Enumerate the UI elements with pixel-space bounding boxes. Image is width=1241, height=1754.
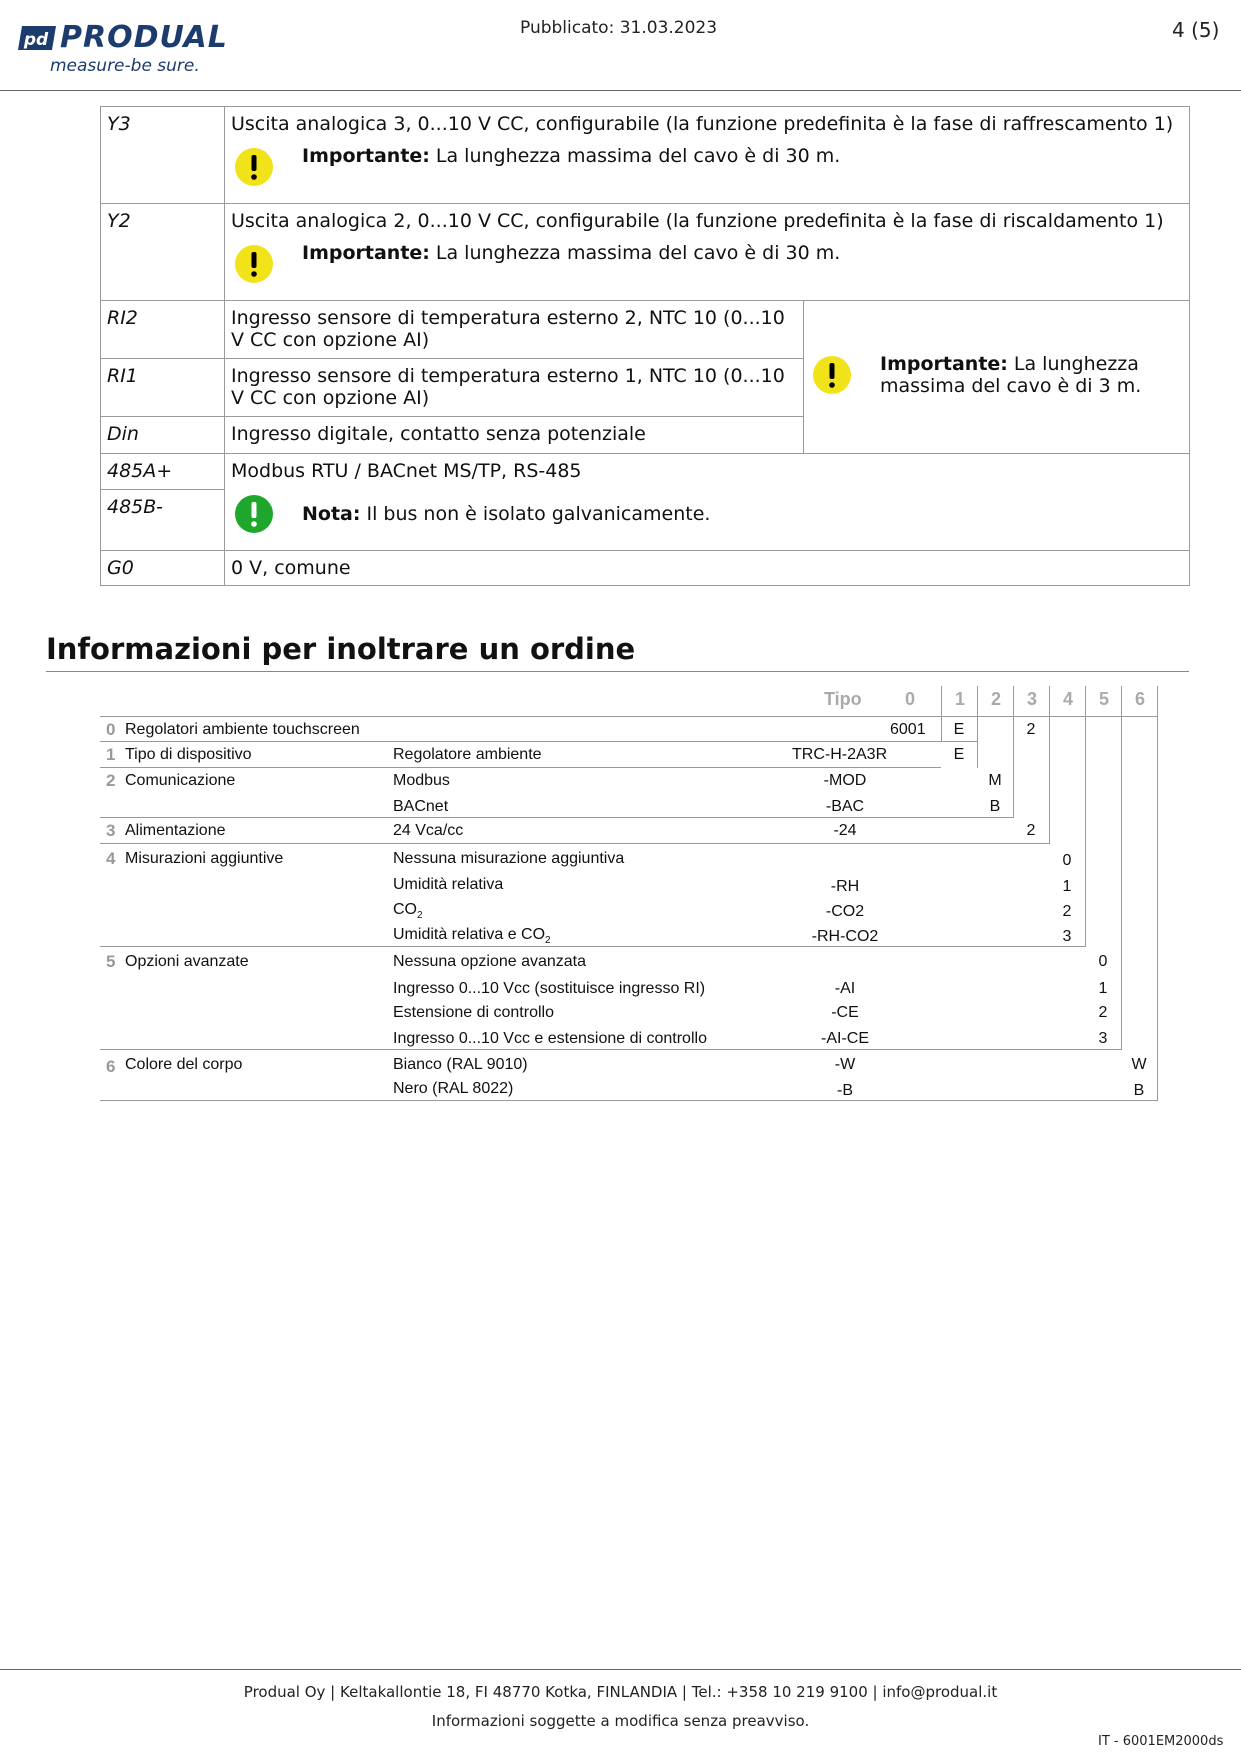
row-number: 4 xyxy=(106,849,116,868)
col-header: 0 xyxy=(904,689,915,709)
terminal-label: Y3 xyxy=(100,106,225,204)
code-value: 2 xyxy=(1026,822,1036,839)
warning-note: Importante: La lunghezza massima del cavo è di 30 m. xyxy=(302,145,841,167)
code-value: W xyxy=(1131,1056,1147,1073)
option-code: -AI-CE xyxy=(821,1030,869,1047)
warning-icon xyxy=(235,148,273,186)
note-icon xyxy=(235,495,273,533)
terminal-label: Din xyxy=(100,416,225,454)
heading-underline xyxy=(46,671,1189,672)
col-header: 4 xyxy=(1062,689,1073,709)
option-name: Estensione di controllo xyxy=(393,1004,554,1021)
row-number: 5 xyxy=(106,952,116,971)
brand-name: PRODUAL xyxy=(60,20,228,55)
terminal-description: Ingresso sensore di temperatura esterno 2, NTC 10 (0...10 V CC con opzione AI) xyxy=(224,300,804,359)
terminal-label: 485A+ xyxy=(100,453,225,490)
terminal-label: Y2 xyxy=(100,203,225,301)
code-value: E xyxy=(953,746,965,763)
option-name: BACnet xyxy=(393,798,449,815)
header-divider xyxy=(0,90,1241,91)
info-note: Nota: Il bus non è isolato galvanicamente. xyxy=(302,503,711,525)
column-rule xyxy=(1157,686,1158,1101)
brand-tagline: measure-be sure. xyxy=(50,56,200,76)
type-code: 6001 xyxy=(890,721,926,738)
terminal-label: RI1 xyxy=(100,358,225,417)
page-number: 4 (5) xyxy=(1172,18,1220,42)
option-code: TRC-H-2A3R xyxy=(792,746,888,763)
terminal-description: 0 V, comune xyxy=(224,550,1190,586)
option-name: Ingresso 0...10 Vcc (sostituisce ingresso RI) xyxy=(393,980,706,997)
column-rule xyxy=(941,686,942,742)
company-contact: Produal Oy | Keltakallontie 18, FI 48770 Kotka, FINLANDIA | Tel.: +358 10 219 9100 | info@produal.it xyxy=(243,1683,998,1701)
option-code: -CO2 xyxy=(825,903,865,920)
disclaimer: Informazioni soggette a modifica senza preavviso. xyxy=(431,1712,810,1730)
row-label: Misurazioni aggiuntive xyxy=(125,850,284,867)
option-name: Bianco (RAL 9010) xyxy=(393,1056,528,1073)
document-code: IT - 6001EM2000ds xyxy=(1098,1734,1224,1749)
code-value: 3 xyxy=(1098,1030,1108,1047)
terminal-description-text: Modbus RTU / BACnet MS/TP, RS-485 xyxy=(231,460,582,482)
option-name: Modbus xyxy=(393,772,450,789)
code-value: B xyxy=(1133,1082,1145,1099)
col-header: 6 xyxy=(1134,689,1145,709)
row-number: 0 xyxy=(106,720,116,739)
option-name: Regolatore ambiente xyxy=(393,746,542,763)
column-rule xyxy=(1049,686,1050,844)
option-name: 24 Vca/cc xyxy=(393,822,464,839)
option-code: -AI xyxy=(834,980,856,997)
option-name: Ingresso 0...10 Vcc e estensione di controllo xyxy=(393,1030,707,1047)
code-value: M xyxy=(988,772,1002,789)
option-code: -24 xyxy=(833,822,857,839)
svg-text:pd: pd xyxy=(23,29,49,50)
code-value: 2 xyxy=(1026,721,1036,738)
option-name: Umidità relativa xyxy=(393,876,504,893)
terminal-label: 485B- xyxy=(100,489,225,551)
col-header: 3 xyxy=(1026,689,1037,709)
warning-icon xyxy=(235,245,273,283)
column-rule xyxy=(1085,686,1086,947)
warning-icon xyxy=(813,356,851,394)
table-rule xyxy=(100,1049,1121,1050)
row-number: 1 xyxy=(106,745,116,764)
row-label: Comunicazione xyxy=(125,772,236,789)
code-value: 3 xyxy=(1062,928,1072,945)
table-rule xyxy=(100,767,941,768)
table-rule xyxy=(100,946,1085,947)
row-label: Opzioni avanzate xyxy=(125,953,249,970)
terminal-label: RI2 xyxy=(100,300,225,359)
row-label: Regolatori ambiente touchscreen xyxy=(125,721,360,738)
option-code: -MOD xyxy=(823,772,867,789)
table-rule xyxy=(100,1100,1157,1101)
terminal-description-text: Uscita analogica 3, 0...10 V CC, configurabile (la funzione predefinita è la fase di raffrescamento 1) xyxy=(231,113,1174,135)
section-heading: Informazioni per inoltrare un ordine xyxy=(46,632,636,666)
row-label: Alimentazione xyxy=(125,822,226,839)
published-date: Pubblicato: 31.03.2023 xyxy=(520,18,718,38)
row-number: 2 xyxy=(106,771,116,790)
table-rule xyxy=(100,716,1157,717)
option-name: Nessuna opzione avanzata xyxy=(393,953,587,970)
column-rule xyxy=(1013,686,1014,818)
row-number: 6 xyxy=(106,1057,116,1076)
terminal-description: Ingresso digitale, contatto senza potenziale xyxy=(224,416,804,454)
tipo-header: Tipo xyxy=(824,689,862,709)
table-rule xyxy=(100,817,1013,818)
warning-note: Importante: La lunghezza massima del cavo è di 30 m. xyxy=(302,242,841,264)
option-name: Umidità relativa e $CO_2$ xyxy=(393,926,551,947)
code-value: 1 xyxy=(1098,980,1108,997)
terminal-description-text: Uscita analogica 2, 0...10 V CC, configurabile (la funzione predefinita è la fase di riscaldamento 1) xyxy=(231,210,1164,232)
terminal-description xyxy=(224,453,1190,551)
row-label: Colore del corpo xyxy=(125,1056,243,1073)
col-header: 2 xyxy=(990,689,1001,709)
option-name: $CO_2$ xyxy=(393,901,423,922)
option-name: Nessuna misurazione aggiuntiva xyxy=(393,850,625,867)
column-rule xyxy=(1121,686,1122,1050)
code-value: 2 xyxy=(1098,1004,1108,1021)
option-code: -W xyxy=(834,1056,856,1073)
option-code: -RH-CO2 xyxy=(811,928,879,945)
code-value: 0 xyxy=(1098,953,1108,970)
col-header: 1 xyxy=(954,689,965,709)
code-value: 2 xyxy=(1062,903,1072,920)
option-code: -RH xyxy=(830,878,860,895)
table-rule xyxy=(100,741,977,742)
code-value: 0 xyxy=(1062,852,1072,869)
warning-note: Importante: La lunghezza massima del cavo è di 3 m. xyxy=(880,353,1142,397)
option-code: -CE xyxy=(831,1004,859,1021)
code-value: B xyxy=(989,798,1001,815)
pd-logo-icon xyxy=(18,23,58,53)
column-rule xyxy=(977,686,978,768)
terminal-description: Ingresso sensore di temperatura esterno 1, NTC 10 (0...10 V CC con opzione AI) xyxy=(224,358,804,417)
row-label: Tipo di dispositivo xyxy=(125,746,252,763)
terminal-label: G0 xyxy=(100,550,225,586)
row-number: 3 xyxy=(106,821,116,840)
option-name: Nero (RAL 8022) xyxy=(393,1080,514,1097)
code-value: 1 xyxy=(1062,878,1072,895)
produal-logo xyxy=(18,20,228,78)
footer-divider xyxy=(0,1669,1241,1670)
option-code: -B xyxy=(837,1082,853,1099)
table-rule xyxy=(100,843,1049,844)
option-code: -BAC xyxy=(825,798,865,815)
code-value: E xyxy=(953,721,965,738)
col-header: 5 xyxy=(1098,689,1109,709)
